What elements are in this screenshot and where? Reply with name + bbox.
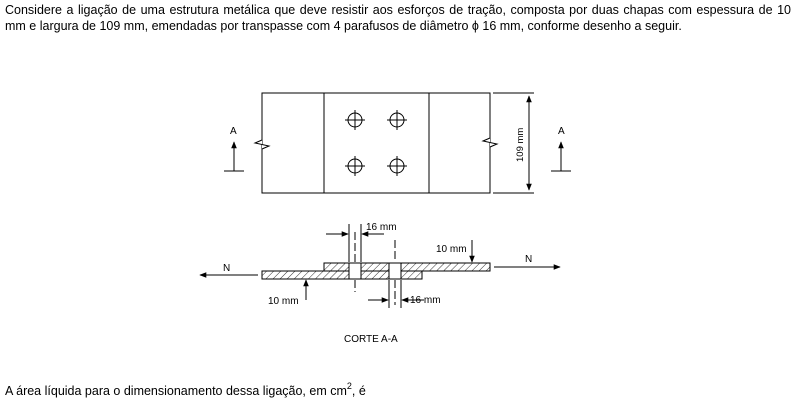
section-mark-left: A	[230, 126, 237, 137]
question-suffix: , é	[351, 384, 366, 398]
section-view	[200, 224, 560, 308]
question-prefix: A área líquida para o dimensionamento dessa ligação, em cm	[5, 384, 347, 398]
question-text	[5, 381, 366, 398]
question-exponent: 2	[346, 381, 352, 391]
bolt-hole	[387, 110, 407, 130]
thickness-label-top: 10 mm	[436, 244, 467, 255]
break-mark-right	[483, 138, 497, 147]
section-mark-right: A	[558, 126, 565, 137]
problem-statement: Considere a ligação de uma estrutura metálica que deve resistir aos esforços de tração, composta por duas chapas com espessura de 10 mm e largura de 109 mm, emendadas por transpasse com 4 parafusos de diâmetro ϕ 16 mm, conforme desenho a seguir.	[5, 3, 791, 33]
bolt-hole	[345, 110, 365, 130]
hole-dimension-bottom: 16 mm	[410, 295, 441, 306]
force-label-left: N	[223, 263, 231, 274]
break-mark-left	[255, 140, 269, 149]
thickness-label-bottom: 10 mm	[268, 296, 299, 307]
bolt-hole	[345, 156, 365, 176]
hole-dimension-top: 16 mm	[366, 222, 397, 233]
section-caption: CORTE A-A	[344, 334, 398, 345]
bolt-hole	[387, 156, 407, 176]
width-dimension-label: 109 mm	[515, 127, 526, 162]
force-label-right: N	[525, 254, 533, 265]
plate-outline	[262, 93, 490, 193]
